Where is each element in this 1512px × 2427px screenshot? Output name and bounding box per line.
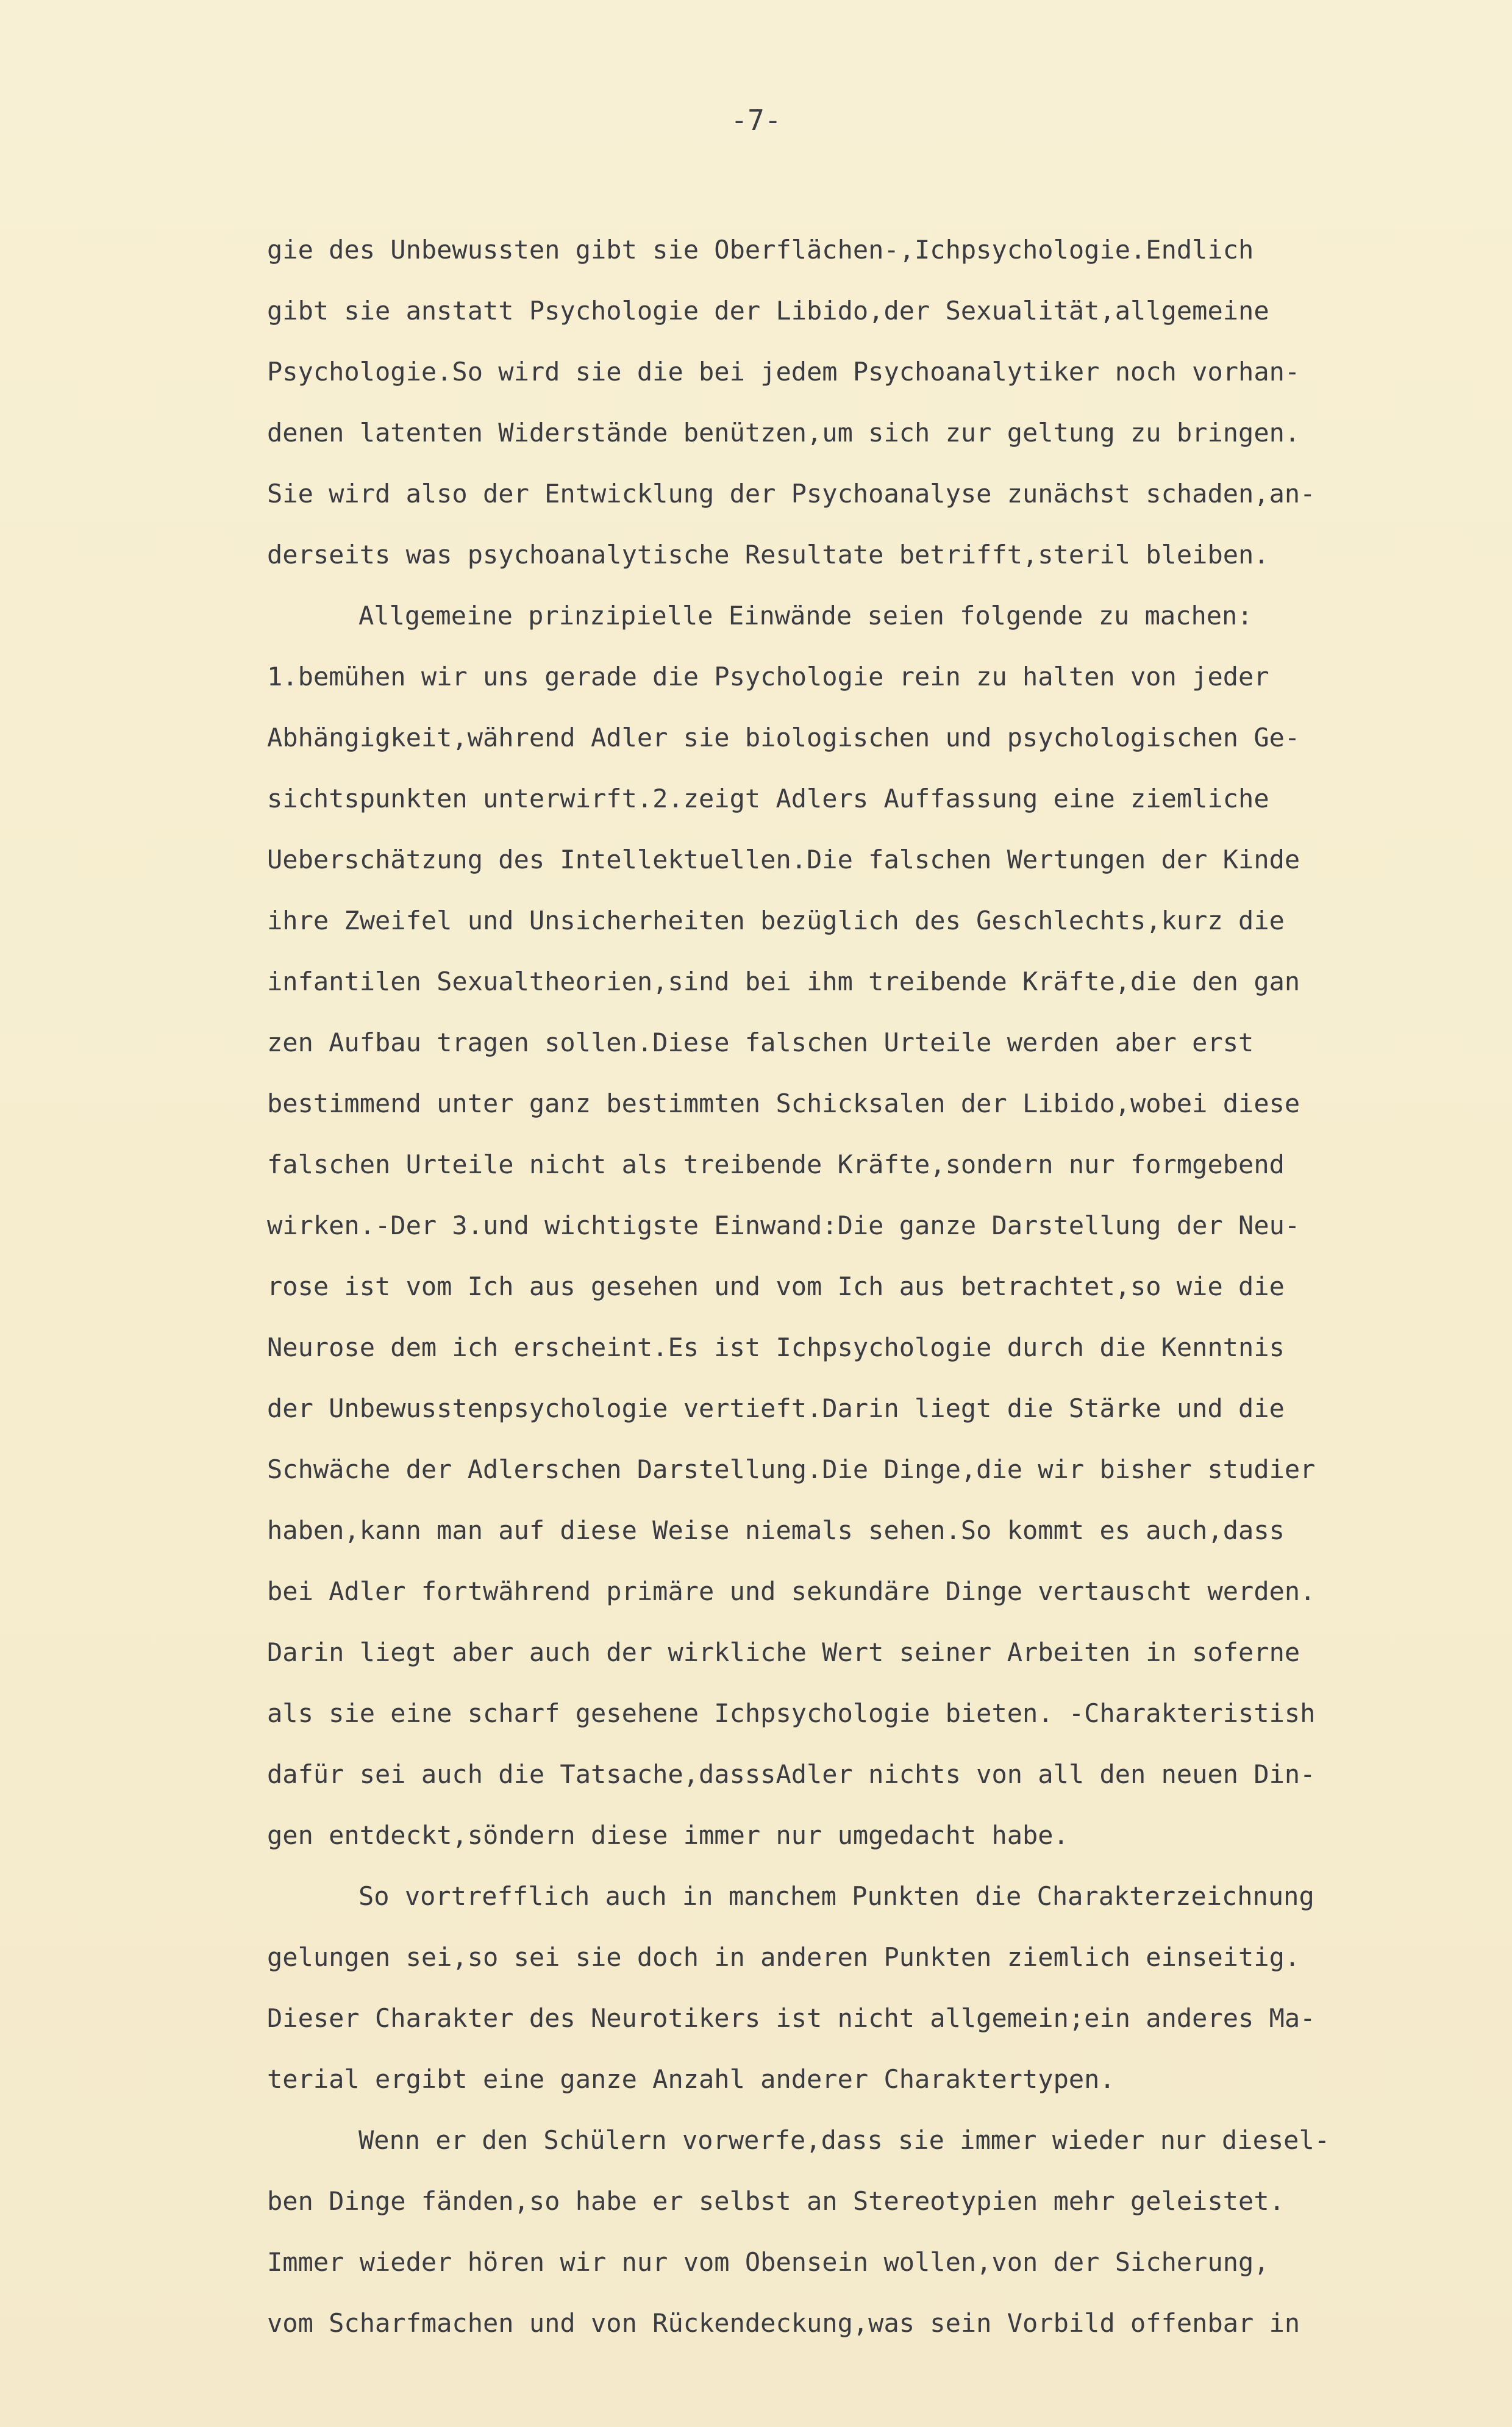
text-line: zen Aufbau tragen sollen.Diese falschen Urteile werden aber erst bbox=[267, 1028, 1254, 1057]
text-line: als sie eine scharf gesehene Ichpsychologie bieten. -Charakteristish bbox=[267, 1698, 1316, 1728]
text-line: 1.bemühen wir uns gerade die Psychologie rein zu halten von jeder bbox=[267, 662, 1269, 692]
text-line: gie des Unbewussten gibt sie Oberflächen-,Ichpsychologie.Endlich bbox=[267, 235, 1254, 265]
paragraph-first-line: So vortrefflich auch in manchem Punkten die Charakterzeichnung bbox=[358, 1881, 1314, 1911]
text-line: rose ist vom Ich aus gesehen und vom Ich aus betrachtet,so wie die bbox=[267, 1271, 1285, 1301]
text-line: Darin liegt aber auch der wirkliche Wert seiner Arbeiten in soferne bbox=[267, 1637, 1300, 1667]
text-line: Psychologie.So wird sie die bei jedem Psychoanalytiker noch vorhan- bbox=[267, 357, 1300, 387]
text-line: Ueberschätzung des Intellektuellen.Die falschen Wertungen der Kinde bbox=[267, 845, 1300, 874]
text-line: Neurose dem ich erscheint.Es ist Ichpsychologie durch die Kenntnis bbox=[267, 1332, 1285, 1362]
text-line: infantilen Sexualtheorien,sind bei ihm treibende Kräfte,die den gan bbox=[267, 967, 1300, 996]
text-line: terial ergibt eine ganze Anzahl anderer Charaktertypen. bbox=[267, 2064, 1115, 2094]
text-line: Immer wieder hören wir nur vom Obensein wollen,von der Sicherung, bbox=[267, 2247, 1269, 2277]
paragraph-first-line: Allgemeine prinzipielle Einwände seien folgende zu machen: bbox=[358, 601, 1253, 631]
text-line: ihre Zweifel und Unsicherheiten bezüglich des Geschlechts,kurz die bbox=[267, 906, 1285, 935]
text-line: falschen Urteile nicht als treibende Kräfte,sondern nur formgebend bbox=[267, 1149, 1285, 1179]
text-line: haben,kann man auf diese Weise niemals sehen.So kommt es auch,dass bbox=[267, 1515, 1285, 1545]
text-line: Dieser Charakter des Neurotikers ist nicht allgemein;ein anderes Ma- bbox=[267, 2003, 1316, 2033]
text-line: Schwäche der Adlerschen Darstellung.Die Dinge,die wir bisher studier bbox=[267, 1454, 1316, 1484]
typed-text-body bbox=[267, 220, 1511, 2354]
text-line: gen entdeckt,söndern diese immer nur umgedacht habe. bbox=[267, 1820, 1069, 1850]
text-line: derseits was psychoanalytische Resultate betrifft,steril bleiben. bbox=[267, 540, 1269, 570]
text-line: bestimmend unter ganz bestimmten Schicksalen der Libido,wobei diese bbox=[267, 1088, 1300, 1118]
text-line: ben Dinge fänden,so habe er selbst an Stereotypien mehr geleistet. bbox=[267, 2186, 1285, 2216]
paragraph-first-line: Wenn er den Schülern vorwerfe,dass sie immer wieder nur diesel- bbox=[358, 2125, 1330, 2155]
text-line: bei Adler fortwährend primäre und sekundäre Dinge vertauscht werden. bbox=[267, 1576, 1316, 1606]
text-line: wirken.-Der 3.und wichtigste Einwand:Die ganze Darstellung der Neu- bbox=[267, 1210, 1300, 1240]
text-line: gelungen sei,so sei sie doch in anderen Punkten ziemlich einseitig. bbox=[267, 1942, 1300, 1972]
text-line: sichtspunkten unterwirft.2.zeigt Adlers Auffassung eine ziemliche bbox=[267, 784, 1269, 813]
text-line: dafür sei auch die Tatsache,dasssAdler nichts von all den neuen Din- bbox=[267, 1759, 1316, 1789]
page-number: -7- bbox=[730, 104, 782, 137]
text-line: Sie wird also der Entwicklung der Psychoanalyse zunächst schaden,an- bbox=[267, 479, 1316, 509]
text-line: vom Scharfmachen und von Rückendeckung,was sein Vorbild offenbar in bbox=[267, 2308, 1300, 2338]
text-line: Abhängigkeit,während Adler sie biologischen und psychologischen Ge- bbox=[267, 723, 1300, 752]
text-line: denen latenten Widerstände benützen,um sich zur geltung zu bringen. bbox=[267, 418, 1300, 448]
text-line: gibt sie anstatt Psychologie der Libido,der Sexualität,allgemeine bbox=[267, 296, 1269, 326]
text-line: der Unbewusstenpsychologie vertieft.Darin liegt die Stärke und die bbox=[267, 1393, 1285, 1423]
